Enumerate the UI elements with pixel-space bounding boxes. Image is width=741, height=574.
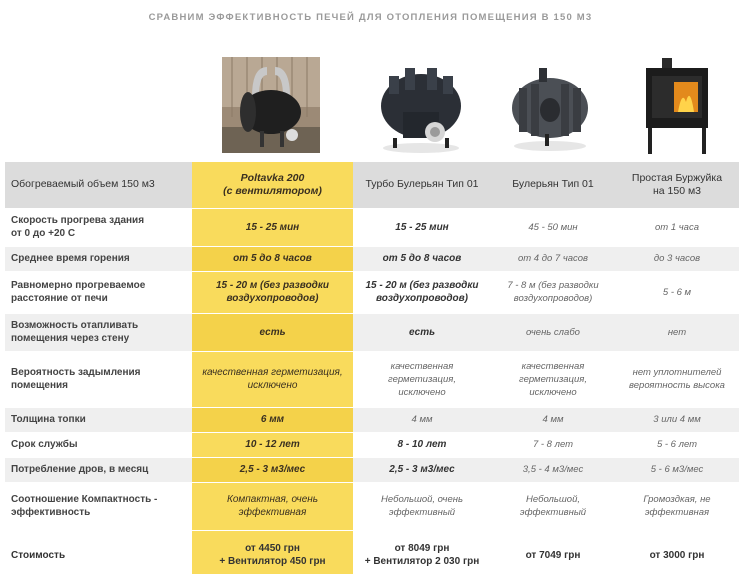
table-row: Срок службы 10 - 12 лет 8 - 10 лет 7 - 8 лет 5 - 6 лет — [5, 432, 739, 457]
poltavka-image — [222, 57, 320, 153]
header-turbo-buleryan: Турбо Булерьян Тип 01 — [353, 162, 491, 208]
header-buleryan: Булерьян Тип 01 — [491, 162, 615, 208]
buleryan-image — [505, 60, 595, 152]
header-simple-stove: Простая Буржуйка на 150 м3 — [615, 162, 739, 208]
table-row: Потребление дров, в месяц 2,5 - 3 м3/мес 2,5 - 3 м3/мес 3,5 - 4 м3/мес 5 - 6 м3/мес — [5, 457, 739, 482]
table-header-row — [5, 162, 739, 208]
table-row: Толщина топки 6 мм 4 мм 4 мм 3 или 4 мм — [5, 407, 739, 432]
table-row: Возможность отапливать помещения через стену есть есть очень слабо нет — [5, 313, 739, 351]
table-row: Скорость прогрева здания от 0 до +20 С 15 - 25 мин 15 - 25 мин 45 - 50 мин от 1 часа — [5, 208, 739, 246]
turbo-buleryan-image — [375, 58, 467, 154]
simple-stove-image — [640, 58, 716, 154]
header-label: Обогреваемый объем 150 м3 — [5, 162, 192, 208]
table-row-price: Стоимость от 4450 грн + Вентилятор 450 грн от 8049 грн + Вентилятор 2 030 грн от 7049 грн от 3000 грн — [5, 530, 739, 574]
table-row: Соотношение Компактность - эффективность Компактная, очень эффективная Небольшой, очень эффективный Небольшой, эффективный Громоздкая, не эффективная — [5, 482, 739, 530]
header-poltavka: Poltavka 200 (с вентилятором) — [192, 162, 353, 208]
table-row: Вероятность задымления помещения качественная герметизация, исключено качественная герметизация, исключено качественная герметизация, исключено нет уплотнителей вероятность высока — [5, 351, 739, 407]
table-row: Среднее время горения от 5 до 8 часов от 5 до 8 часов от 4 до 7 часов до 3 часов — [5, 246, 739, 271]
page-title: СРАВНИМ ЭФФЕКТИВНОСТЬ ПЕЧЕЙ ДЛЯ ОТОПЛЕНИЯ ПОМЕЩЕНИЯ В 150 М3 — [148, 12, 593, 23]
comparison-table — [5, 162, 739, 574]
table-row: Равномерно прогреваемое расстояние от печи 15 - 20 м (без разводки воздухопроводов) 15 - 20 м (без разводки воздухопроводов) 7 - 8 м (без разводки воздухопроводов) 5 - 6 м — [5, 271, 739, 313]
